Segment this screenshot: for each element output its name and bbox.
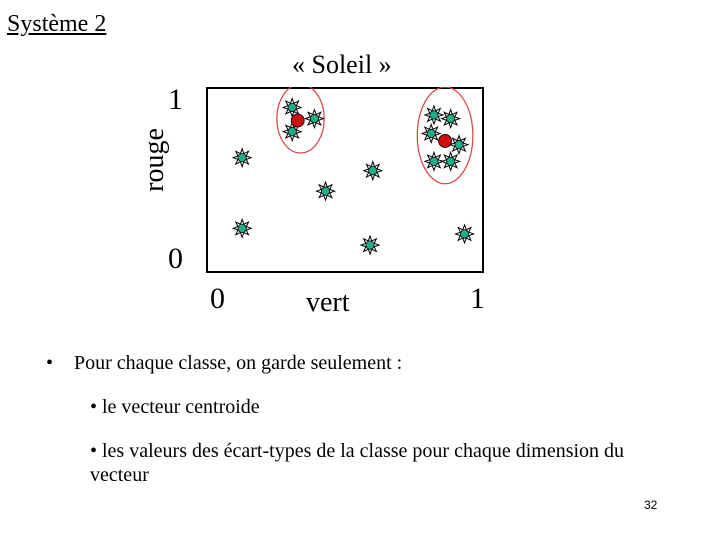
slide-title: Système 2 bbox=[7, 11, 107, 37]
bullet-sub-centroid: • le vecteur centroide bbox=[90, 396, 260, 418]
x-axis-label: vert bbox=[306, 287, 350, 318]
data-point-14 bbox=[361, 236, 379, 254]
data-point-2 bbox=[305, 110, 323, 128]
data-point-15 bbox=[456, 225, 474, 243]
data-point-13 bbox=[233, 219, 251, 237]
data-point-5 bbox=[442, 110, 460, 128]
y-tick-min: 0 bbox=[168, 242, 183, 275]
y-tick-max: 1 bbox=[168, 83, 183, 116]
x-tick-max: 1 bbox=[470, 282, 485, 315]
bullet-mark: • bbox=[46, 352, 54, 374]
data-point-9 bbox=[442, 152, 460, 170]
y-axis-label-text: rouge bbox=[139, 128, 170, 192]
centroid-1 bbox=[291, 114, 304, 127]
centroid-2 bbox=[439, 134, 452, 147]
data-point-6 bbox=[422, 125, 440, 143]
bullet-sub-stddev: • les valeurs des écart-types de la classe pour chaque dimension du vecteur bbox=[90, 440, 625, 486]
page-number: 32 bbox=[644, 498, 658, 512]
data-point-4 bbox=[425, 106, 443, 124]
scatter-plot bbox=[206, 87, 484, 273]
chart-title: « Soleil » bbox=[292, 50, 392, 79]
x-tick-min: 0 bbox=[210, 282, 225, 315]
bullet-main-text: Pour chaque classe, on garde seulement : bbox=[74, 352, 403, 374]
data-point-10 bbox=[233, 149, 251, 167]
data-point-12 bbox=[317, 182, 335, 200]
data-point-7 bbox=[450, 136, 468, 154]
data-point-11 bbox=[364, 162, 382, 180]
